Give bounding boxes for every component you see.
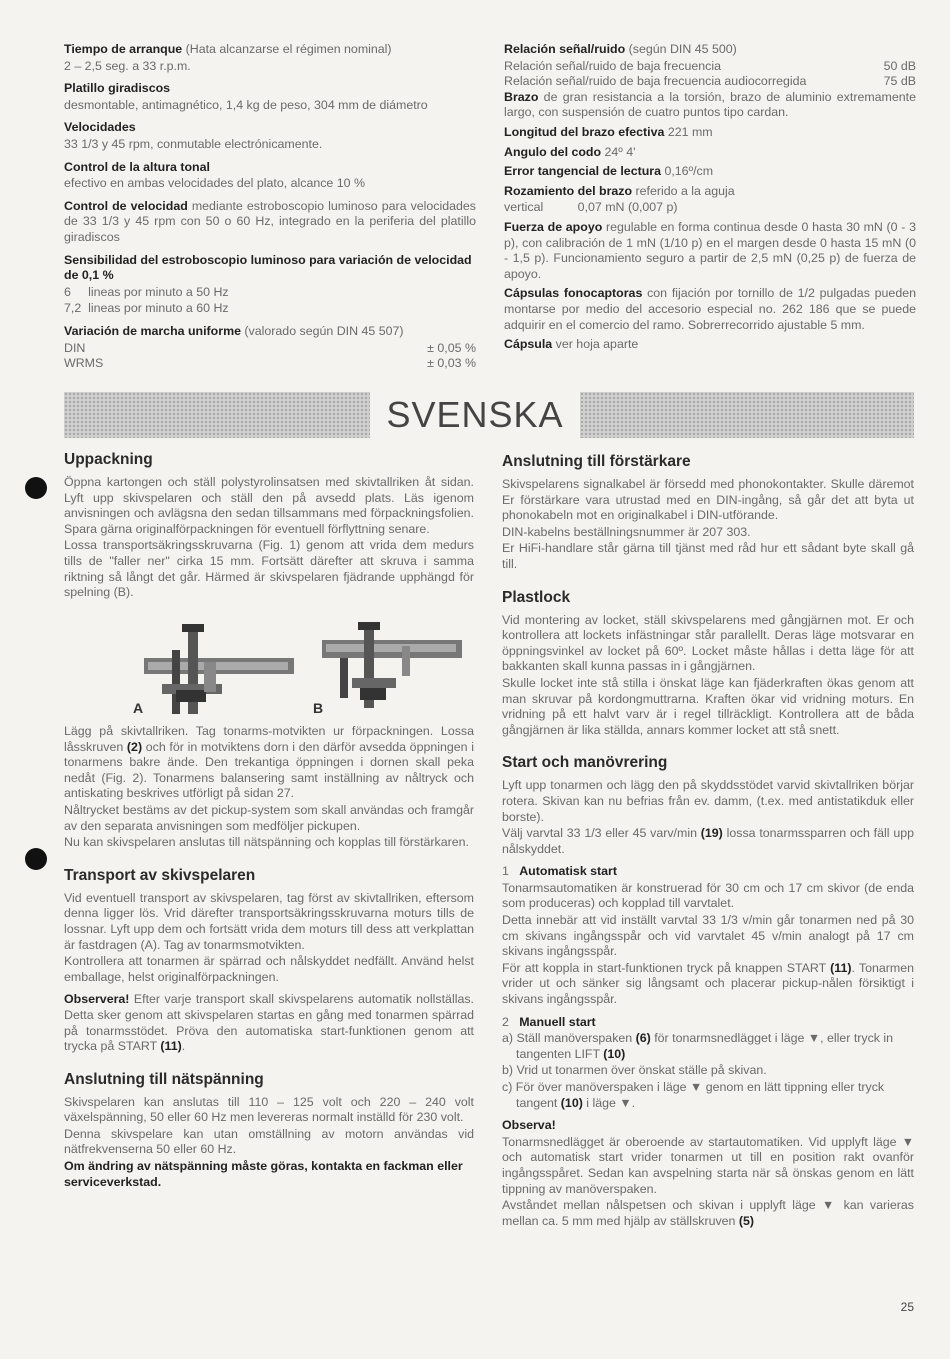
spec-heading: Velocidades — [64, 120, 136, 135]
spec-heading: Angulo del codo — [504, 144, 602, 159]
spec-heading: Cápsula — [504, 337, 553, 352]
spanish-specs-left: Tiempo de arranque (Hata alcanzarse el régimen nominal) 2 – 2,5 seg. a 33 r.p.m. Platillo giradiscos desmontable, antimagnético, 1,4 kg de peso, 304 mm de diámetro Velocidades 33 1/3 y 45 rpm, conmutable electrónicamente. Control de la altura tonal efectivo en ambas velocidades del plato, alcance 10 % Control de velocidad mediante estroboscopio luminoso para velocidades de 33 1/3 y 45 rpm con 50 o 60 Hz, integrado en la periferia del platillo giradiscos Sensibilidad del estroboscopio luminoso para variación de velocidad de 0,1 % 6 lineas por minuto a 50 Hz 7,2 lineas por minuto a 60 Hz Variación de marcha uniforme (valorado según DIN 45 507) DIN ± 0,05 % WRMS ± 0,03 % — [64, 42, 477, 371]
language-title: SVENSKA — [370, 392, 580, 438]
spec-heading: Tiempo de arranque — [64, 42, 183, 56]
spec-heading: Relación señal/ruido — [504, 42, 626, 56]
section-heading-uppackning: Uppackning — [64, 451, 153, 468]
spec-heading: Brazo — [504, 89, 539, 104]
figure-label-a: A — [133, 700, 144, 716]
section-heading-start: Start och manövrering — [502, 754, 668, 772]
punch-hole — [25, 477, 47, 499]
spec-heading: Rozamiento del brazo — [504, 183, 633, 198]
section-heading-transport: Transport av skivspelaren — [64, 866, 256, 884]
spec-heading: Longitud del brazo efectiva — [504, 124, 665, 139]
section-heading-plastlock: Plastlock — [502, 588, 571, 606]
page-number: 25 — [900, 1300, 914, 1314]
spec-heading: Error tangencial de lectura — [504, 164, 662, 179]
spec-heading: Sensibilidad del estroboscopio luminoso para variación de velocidad de 0,1 % — [64, 252, 472, 283]
swedish-left-column-cont: Lägg på skivtallriken. Tag tonarms-motvikten ur förpackningen. Lossa låsskruven (2) och för in motviktens dorn i den därför avsedda öppningen i tonarmens bakre ände. Den trekantiga öppningen i dornen skall peka nedåt (Fig. 2). Tonarmens balansering samt inställning av nåltryck och antiskating beskrives utförligt på sidan 27. Nåltrycket bestäms av det pickup-system som skall användas och framgår av den separata anvisningen som medföljer pickupen. Nu kan skivspelaren anslutas till nätspänning och kopplas till förstärkaren. Transport av skivspelaren Vid eventuell transport av skivspelaren, tag först av skivtallriken, eftersom denna ligger lös. Vrid därefter transportsäkringsskruvarna moturs tills de lossnar. Lyft upp dem och fortsätt vrida dem moturs till dess att verkplattan är fastdragen (A). Tag av tonarmsmotvikten. Kontrollera att tonarmen är spärrad och nålskyddet nedfällt. Använd helst emballage, helst originalförpackningen. Observera! Efter varje transport skall skivspelarens automatik nollställas. Detta sker genom att skivspelaren startas en gång med tonarmen spärrad på tonarmsstödet. Pröva den automatiska start-funktionen genom att trycka på START (11). Anslutning till nätspänning Skivspelaren kan anslutas till 110 – 125 volt och 220 – 240 volt växelspänning, 50 eller 60 Hz men levereras normalt inställd för 230 volt. Denna skivspelare kan utan omställning av motorn användas vid nätfrekvenserna 50 eller 60 Hz. Om ändring av nätspänning måste göras, kontakta en fackman eller serviceverkstad. — [64, 724, 474, 1189]
spec-heading: Cápsulas fonocaptoras — [504, 286, 643, 301]
swedish-left-column: Uppackning Öppna kartongen och ställ polystyrolinsatsen med skivtallriken åt sidan. Lyft upp skivspelaren och ställ den på avsedd plats. Läs igenom anvisningen och avlägsna den sedan tillsammans med förpackningsfolien. Spara gärna originalförpackningen för eventuell förflyttning senare. Lossa transportsäkringsskruvarna (Fig. 1) genom att vrida dem medurs tills de "faller ner" cirka 15 mm. Fortsätt därefter att skruva i samma riktning så långt det går. Härmed är skivspelaren fjädrande upphängd för spelning (B). — [64, 451, 474, 600]
spec-heading: Platillo giradiscos — [64, 81, 171, 96]
spanish-specs-right: Relación señal/ruido (según DIN 45 500) Relación señal/ruido de baja frecuencia 50 dB Relación señal/ruido de baja frecuencia audiocorregida 75 dB Brazo de gran resistancia a la torsión, brazo de aluminio extremamente largo, con suspensión de cuatro puntos tipo cardan. Longitud del brazo efectiva 221 mm Angulo del codo 24º 4' Error tangencial de lectura 0,16º/cm Rozamiento del brazo referido a la aguja vertical 0,07 mN (0,007 p) Fuerza de apoyo regulable en forma continua desde 0 hasta 30 mN (0 - 3 p), con calibración de 1 mN (1/10 p) en el margen desde 0 hasta 15 mN (0 - 1,5 p). Funcionamiento seguro a partir de 2,5 mN (0,25 p) de fuerza de apoyo. Cápsulas fonocaptoras con fijación por tornillo de 1/2 pulgadas pueden montarse por medio del accesorio especial no. 262 186 que se puede adquirir en el comercio del ramo. Sobrerrecorrido ajustable 5 mm. Cápsula ver hoja aparte — [504, 42, 916, 352]
spec-heading: Control de la altura tonal — [64, 159, 210, 174]
spec-heading: Variación de marcha uniforme — [64, 323, 241, 338]
spec-heading: Fuerza de apoyo — [504, 219, 603, 234]
section-heading-forstarkare: Anslutning till förstärkare — [502, 453, 691, 470]
figure-transport-screws — [64, 622, 474, 722]
figure-label-b: B — [313, 700, 324, 716]
figure-diagram — [64, 622, 474, 722]
spec-heading: Control de velocidad — [64, 198, 188, 213]
section-heading-natspanning: Anslutning till nätspänning — [64, 1070, 264, 1088]
punch-hole — [25, 848, 47, 870]
swedish-right-column: Anslutning till förstärkare Skivspelarens signalkabel är försedd med phonokontakter. Skulle däremot Er förstärkare vara utrustad med en DIN-ingång, så går det att byta ut phonokabeln mot en originalkabel i DIN-utförande. DIN-kabelns beställningsnummer är 207 303. Er HiFi-handlare står gärna till tjänst med råd hur ett sådant byte skall gå till. Plastlock Vid montering av locket, ställ skivspelarens med gångjärnen mot. Er och kontrollera att lockets infästningar står parallellt. Deras läge motsvarar en öppningsvinkel av locket på 60º. Locket måste hållas i detta läge för att bakkanten skall kunna passas in i gångjärnen. Skulle locket inte stå stilla i önskat läge kan fjäderkraften ökas genom att man skruvar på kordongmuttrarna. Kraften ökar vid vridning moturs. En vridning på ett halvt varv är i regel tillräckligt. Kontrollera att de båda gångjärnen är lika ställda, annars kommer locket att stå snett. Start och manövrering Lyft upp tonarmen och lägg den på skyddsstödet varvid skivtallriken börjar rotera. Skivan kan nu befrias från ev. damm, (t.ex. med antistatikduk eller borste). Välj varvtal 33 1/3 eller 45 varv/min (19) lossa tonarmssparren och fäll upp nålskyddet. 1 Automatisk start Tonarmsautomatiken är konstruerad för 30 cm och 17 cm skivor (de enda som produceras) och kopplad till varvtalet. Detta innebär att vid inställt varvtal 33 1/3 v/min går tonarmen ned på 30 cm skivans ingångsspår och vid varvtalet 45 v/min analogt på 17 cm skivans ingångsspår. För att koppla in start-funktionen tryck på knappen START (11). Tonarmen vrider ut och sänker sig långsamt och placerar pickup-nålen försiktigt i skivans ingångsspår. 2 Manuell start a) Ställ manöverspaken (6) för tonarmsnedlägget i läge ▼, eller tryck in tangenten LIFT (10) b) Vrid ut tonarmen över önskat ställe på skivan. c) För över manöverspaken i läge ▼ genom en lätt tippning eller tryck tangent (10) i läge ▼. Observa! Tonarmsnedlägget är oberoende av startautomatiken. Vid upplyft läge ▼ och automatisk start vrider tonarmen ut till en position rakt ovanför ingångsspåret. Sedan kan avspelning starta när så önskas genom en lätt tippning av manöverspaken. Avståndet mellan nålspetsen och skivan i upplyft läge ▼ kan varieras mellan ca. 5 mm med hjälp av ställskruven (5) — [502, 453, 914, 1228]
